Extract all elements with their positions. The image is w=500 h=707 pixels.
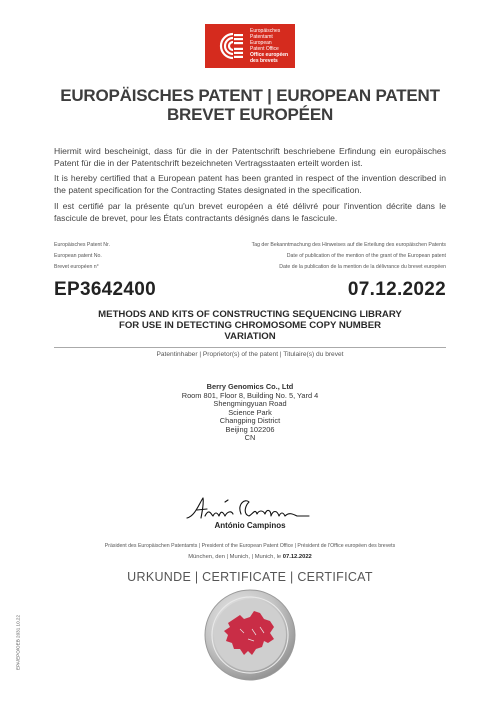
proprietor-address-line: Changping District <box>219 416 281 425</box>
proprietor-name: Berry Genomics Co., Ltd <box>206 382 294 391</box>
grant-date-label-de: Tag der Bekanntmachung des Hinweises auf die Erteilung des europäischen Patents <box>251 242 446 248</box>
signature-image <box>185 494 315 522</box>
intro-paragraph-en: It is hereby certified that a European patent has been granted in respect of the invention described in the patent specification for the Contracting States designated in the specification. <box>54 173 446 195</box>
grant-date: 07.12.2022 <box>347 279 446 300</box>
divider <box>54 347 446 348</box>
invention-title-line3: VARIATION <box>224 331 276 342</box>
patent-number-label-en: European patent No. <box>54 253 102 259</box>
patent-number: EP3642400 <box>54 279 157 300</box>
form-code: EPA/EPO/OEB 2031 10.22 <box>15 614 21 671</box>
certificate-heading: URKUNDE | CERTIFICATE | CERTIFICAT <box>127 570 373 584</box>
logo-text-en: European Patent Office <box>250 40 279 52</box>
logo-text-fr: Office européen des brevets <box>250 52 289 64</box>
president-title: Präsident des Europäischen Patentamts | President of the European Patent Office | Président de l'Office européen des brevets <box>104 543 396 549</box>
document-title-line1: EUROPÄISCHES PATENT | EUROPEAN PATENT <box>60 86 440 105</box>
patent-number-label-fr: Brevet européen n° <box>54 264 99 270</box>
place-prefix: München, den | Munich, | Munich, le <box>188 554 282 560</box>
epo-arc-icon <box>209 28 247 64</box>
logo-text-de: Europäisches Patentamt <box>250 28 281 40</box>
place-date-value: 07.12.2022 <box>282 554 312 560</box>
invention-title-line1: METHODS AND KITS OF CONSTRUCTING SEQUENCING LIBRARY <box>98 309 402 320</box>
europe-seal-icon <box>204 589 296 681</box>
intro-paragraph-de: Hiermit wird bescheinigt, dass für die in der Patentschrift beschriebene Erfindung ein europäisches Patent für die in der Patentschrift bezeichneten Vertragsstaaten erteilt worden ist. <box>54 146 446 168</box>
proprietor-address-line: Shengmingyuan Road <box>213 399 287 408</box>
intro-paragraph-fr: Il est certifié par la présente qu'un brevet européen a été délivré pour l'invention décrite dans le fascicule de brevet, pour les États contractants désignés dans le fascicule. <box>54 201 446 223</box>
invention-title-line2: FOR USE IN DETECTING CHROMOSOME COPY NUMBER <box>118 320 382 331</box>
document-title <box>20 86 480 124</box>
proprietor-address-line: Beijing 102206 <box>225 424 275 434</box>
signer-name: António Campinos <box>214 521 286 530</box>
patent-number-label-de: Europäisches Patent Nr. <box>54 242 110 248</box>
invention-title <box>54 309 446 342</box>
proprietor-country: CN <box>244 433 256 442</box>
proprietor-address-line: Science Park <box>228 407 272 417</box>
epo-logo <box>205 24 295 68</box>
place-and-date <box>54 554 446 560</box>
proprietor-block <box>54 383 446 443</box>
proprietor-heading: Patentinhaber | Proprietor(s) of the patent | Titulaire(s) du brevet <box>156 351 344 358</box>
grant-date-label-fr: Date de la publication de la mention de la délivrance du brevet européen <box>279 264 446 270</box>
proprietor-address-line: Room 801, Floor 8, Building No. 5, Yard 4 <box>181 390 319 400</box>
document-title-line2: BREVET EUROPÉEN <box>166 105 334 124</box>
grant-date-label-en: Date of publication of the mention of the grant of the European patent <box>286 253 446 259</box>
